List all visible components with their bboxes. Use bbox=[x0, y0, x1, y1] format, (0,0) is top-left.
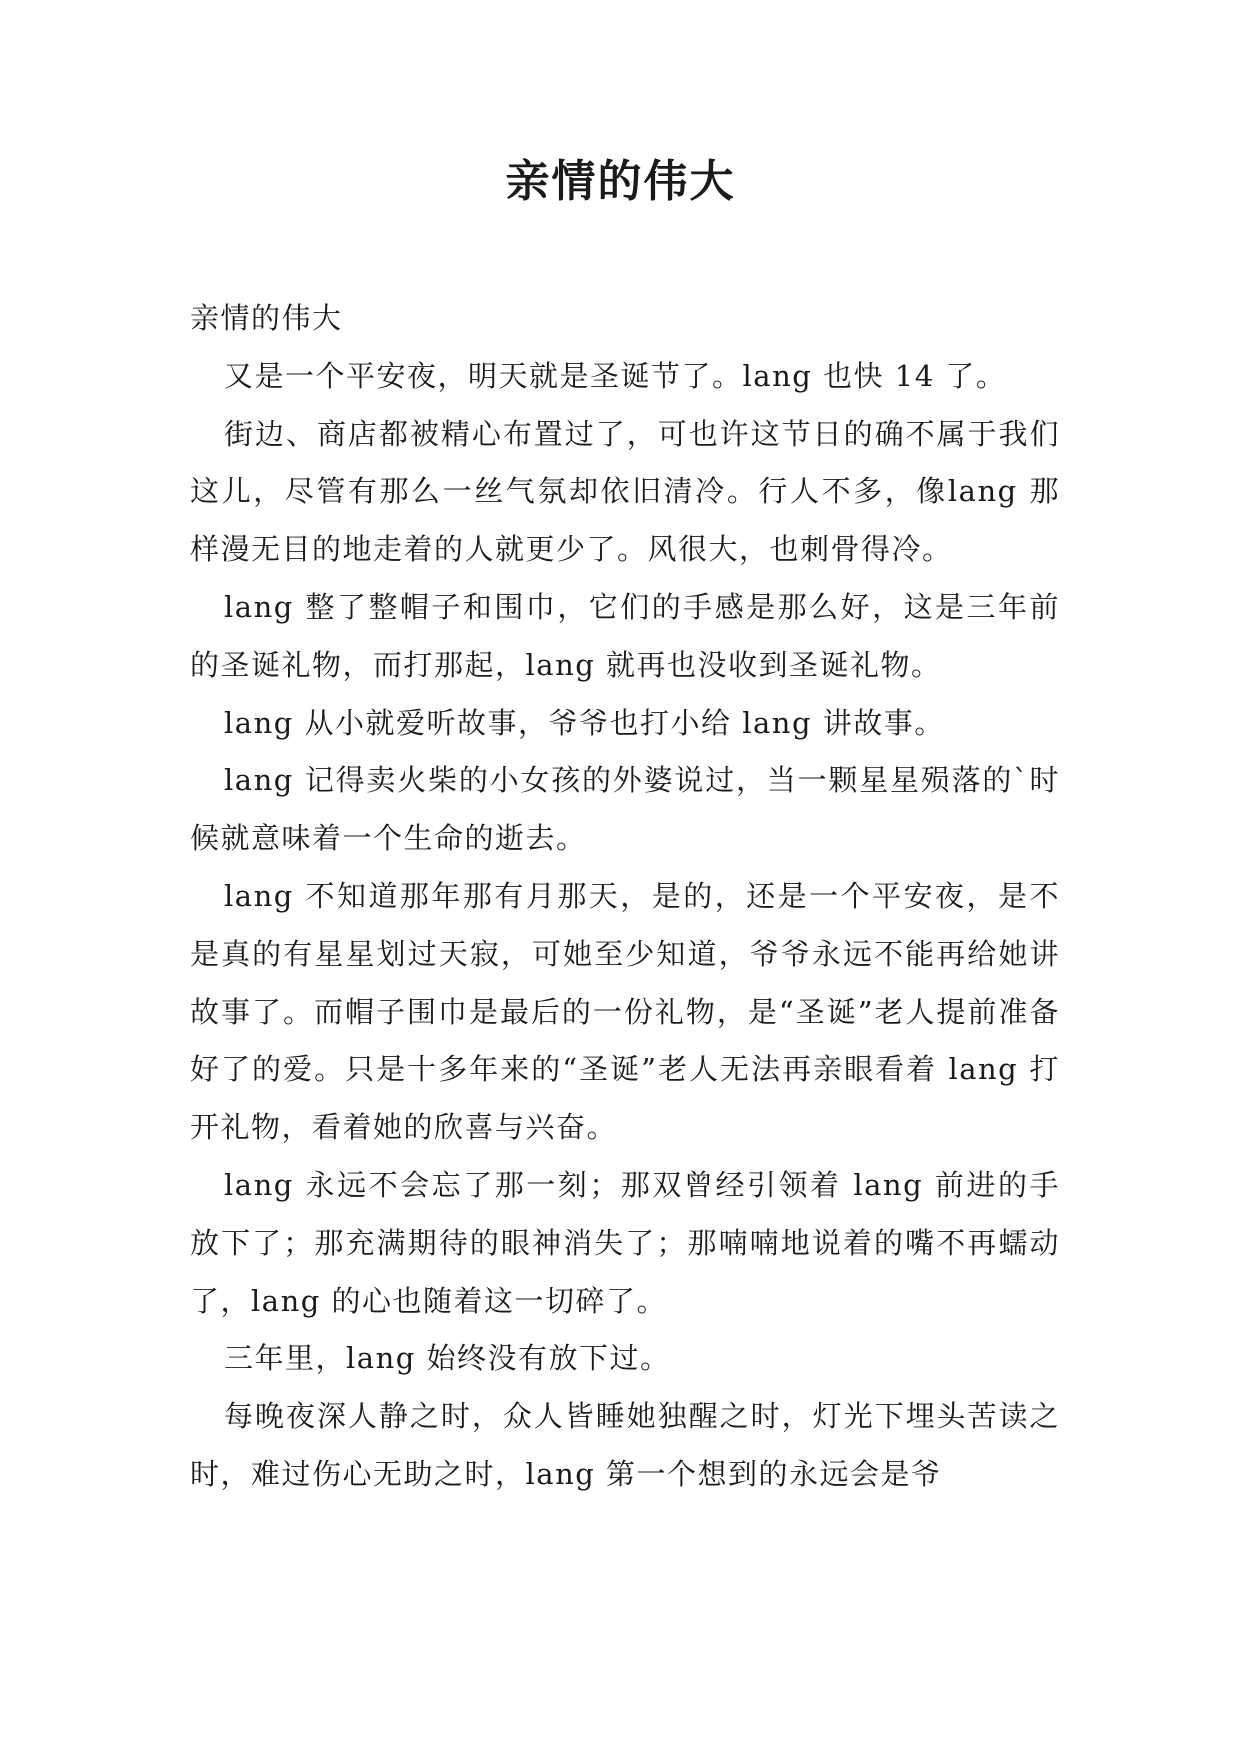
document-body bbox=[190, 290, 1060, 1504]
paragraph: 又是一个平安夜，明天就是圣诞节了。lang 也快 14 了。 bbox=[224, 358, 1007, 393]
paragraph: 三年里，lang 始终没有放下过。 bbox=[224, 1341, 671, 1376]
paragraph: lang 从小就爱听故事，爷爷也打小给 lang 讲故事。 bbox=[224, 705, 945, 740]
paragraph: 每晚夜深人静之时，众人皆睡她独醒之时，灯光下埋头苦读之时，难过伤心无助之时，lang 第一个想到的永远会是爷 bbox=[190, 1399, 1060, 1491]
paragraph: lang 不知道那年那有月那天，是的，还是一个平安夜，是不是真的有星星划过天寂，可她至少知道，爷爷永远不能再给她讲故事了。而帽子围巾是最后的一份礼物，是“圣诞”老人提前准备好了的爱。只是十多年来的“圣诞”老人无法再亲眼看着 lang 打开礼物，看着她的欣喜与兴奋。 bbox=[190, 878, 1060, 1145]
paragraph: 街边、商店都被精心布置过了，可也许这节日的确不属于我们这儿，尽管有那么一丝气氛却依旧清冷。行人不多，像lang 那样漫无目的地走着的人就更少了。风很大，也刺骨得冷。 bbox=[190, 416, 1060, 567]
document-title: 亲情的伟大 bbox=[505, 156, 736, 207]
paragraph: lang 记得卖火柴的小女孩的外婆说过，当一颗星星殒落的`时候就意味着一个生命的逝去。 bbox=[190, 763, 1060, 856]
paragraph-heading: 亲情的伟大 bbox=[190, 301, 343, 335]
paragraph: lang 永远不会忘了那一刻；那双曾经引领着 lang 前进的手放下了；那充满期待的眼神消失了；那喃喃地说着的嘴不再蠕动了，lang 的心也随着这一切碎了。 bbox=[190, 1167, 1060, 1318]
paragraph: lang 整了整帽子和围巾，它们的手感是那么好，这是三年前的圣诞礼物，而打那起，lang 就再也没收到圣诞礼物。 bbox=[190, 589, 1060, 682]
